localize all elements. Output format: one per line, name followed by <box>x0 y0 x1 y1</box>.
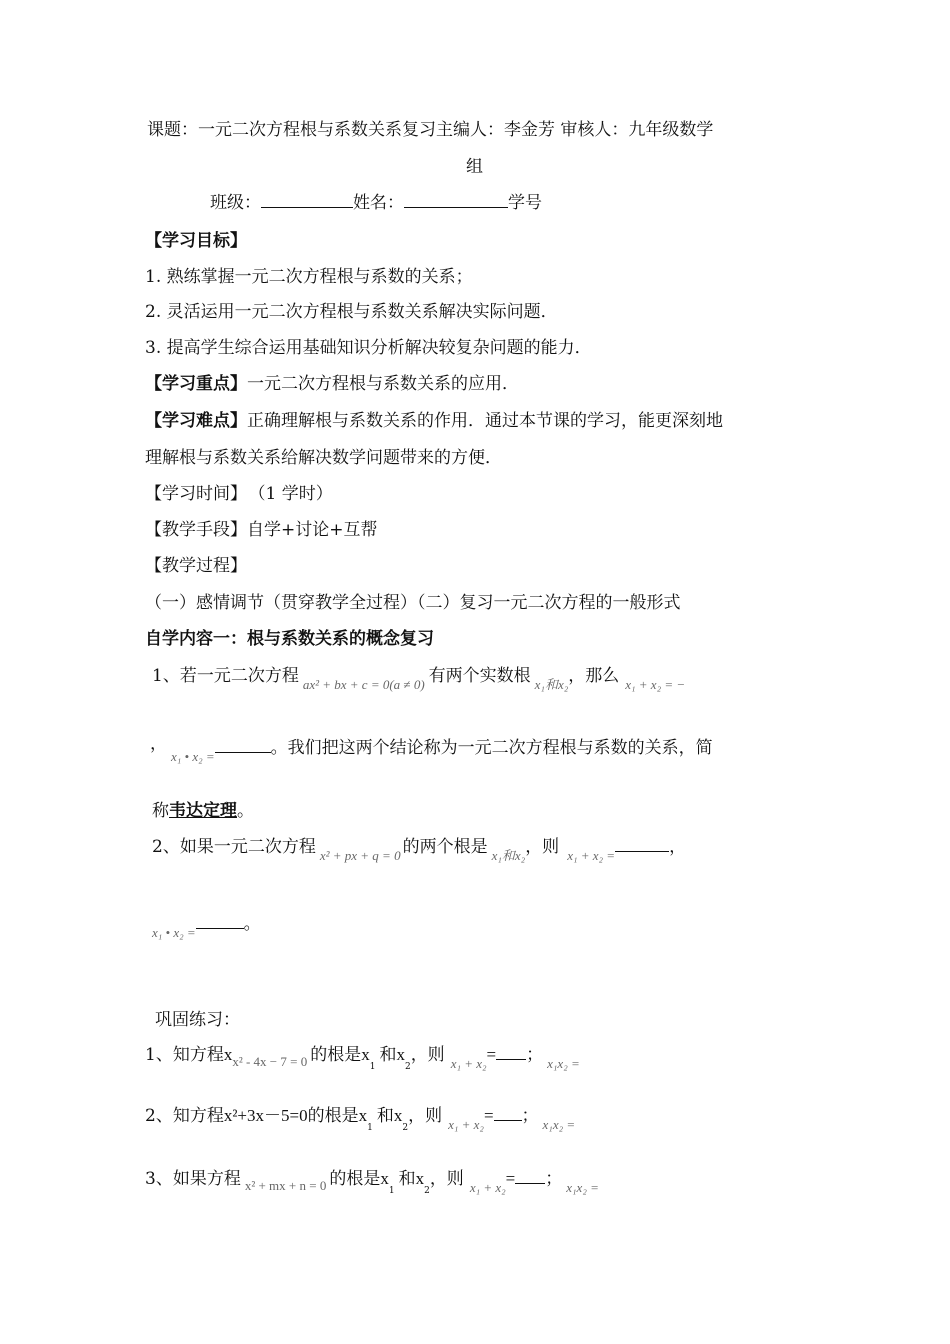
process-steps: （一）感情调节（贯穿教学全过程）（二）复习一元二次方程的一般形式 <box>145 593 681 613</box>
practice-2-semicolon: ； <box>521 1106 539 1126</box>
number-label: 学号 <box>508 193 542 213</box>
difficulty-row <box>145 409 723 433</box>
name-label: 姓名： <box>353 193 404 213</box>
practice-2-sum: x₁ + x₂ <box>448 1117 484 1132</box>
practice-item-3: 3、如果方程 $_{x^2 + mx + n = 0}$ 的根是$x_1$和$x_2$，则 $_{x_1 + x_2}$= ； $_{x_1x_2 =}$ <box>145 1169 599 1196</box>
q2-then: ，则 <box>525 837 560 857</box>
practice-item-2: 2、知方程x²+3x－5=0的根是$x_1$和$x_2$，则 $_{x_1 + x_2}$= ； $_{x_1x_2 =}$ <box>145 1106 576 1133</box>
q2-roots: x₁和x₂ <box>491 848 526 863</box>
practice-1-and: 和 <box>379 1045 397 1065</box>
practice-3-eq: = <box>505 1169 516 1188</box>
practice-1-semicolon: ； <box>526 1045 544 1065</box>
practice-2-equation: x²+3x－5=0 <box>223 1106 308 1125</box>
means-row <box>145 518 378 542</box>
difficulty-text: 正确理解根与系数关系的作用．通过本节课的学习，能更深刻地 <box>247 411 723 431</box>
name-blank <box>404 191 508 208</box>
practice-1-root-1: x <box>361 1045 370 1064</box>
q2-end: 。 <box>243 914 261 934</box>
practice-3-product: x₁x₂ = <box>566 1180 599 1195</box>
question-2-line-2 <box>152 912 261 940</box>
q2-prefix: 2、如果一元二次方程 <box>152 837 316 857</box>
practice-2-eq: = <box>483 1106 494 1125</box>
objectives-heading: 【学习目标】 <box>145 231 247 251</box>
time-label: 【学习时间】 <box>145 484 247 504</box>
practice-3-mid: 的根是 <box>329 1169 381 1189</box>
question-1-line-2 <box>150 734 713 764</box>
practice-2-prefix: 2、知方程 <box>145 1106 224 1126</box>
q1-mid: 有两个实数根 <box>428 666 531 686</box>
practice-3-prefix: 3、如果方程 <box>145 1169 241 1189</box>
practice-3-equation: x² + mx + n = 0 <box>244 1178 327 1193</box>
self-study-heading: 自学内容一：根与系数关系的概念复习 <box>145 629 434 649</box>
difficulty-text-continuation: 理解根与系数关系给解决数学问题带来的方便． <box>145 448 502 468</box>
practice-1-sum: x₁ + x₂ <box>450 1056 487 1071</box>
q1-product: x₁ • x₂ = <box>171 749 215 764</box>
q1-sum: x₁ + x₂ = − <box>625 677 686 692</box>
key-point-row <box>145 372 519 396</box>
q1-comma: ， <box>150 734 167 754</box>
practice-1-then: ，则 <box>410 1045 445 1065</box>
practice-1-mid: 的根是 <box>310 1045 362 1065</box>
practice-2-then: ，则 <box>408 1106 443 1126</box>
practice-heading: 巩固练习： <box>155 1010 240 1030</box>
practice-1-x: x <box>223 1045 233 1064</box>
practice-2-blank <box>494 1104 522 1121</box>
practice-3-root-2: x <box>415 1169 425 1188</box>
student-info-row <box>210 191 542 215</box>
practice-1-eq: = <box>486 1045 497 1064</box>
q2-mid: 的两个根是 <box>402 837 488 857</box>
q2-equation: x² + px + q = 0 <box>319 848 401 863</box>
practice-1-root-2: x <box>396 1045 405 1064</box>
practice-1-product: x₁x₂ = <box>547 1056 580 1071</box>
time-row <box>145 482 333 506</box>
time-text: （1 学时） <box>257 484 333 504</box>
page-title-continuation: 组 <box>466 157 483 177</box>
class-label: 班级： <box>210 193 261 213</box>
practice-3-root-1: x <box>380 1169 389 1188</box>
q1-product-blank <box>215 736 271 753</box>
objective-item: 3. 提高学生综合运用基础知识分析解决较复杂问题的能力． <box>145 338 592 358</box>
difficulty-label: 【学习难点】 <box>145 411 247 431</box>
key-point-label: 【学习重点】 <box>145 374 247 394</box>
q1-then: ，那么 <box>568 666 620 686</box>
q1-abbr-prefix: 称 <box>152 801 169 821</box>
practice-2-and: 和 <box>376 1106 394 1126</box>
practice-1-equation: x² - 4x − 7 = 0 <box>232 1054 308 1069</box>
practice-3-and: 和 <box>398 1169 416 1189</box>
objective-item: 2. 灵活运用一元二次方程根与系数关系解决实际问题． <box>145 302 558 322</box>
question-2-line <box>152 835 687 863</box>
means-label: 【教学手段】 <box>145 520 247 540</box>
objective-item: 1. 熟练掌握一元二次方程根与系数的关系； <box>145 267 473 287</box>
means-text: 自学+讨论+互帮 <box>247 520 378 540</box>
practice-3-semicolon: ； <box>545 1169 563 1189</box>
q1-abbr-suffix: 。 <box>237 801 254 821</box>
q2-product-blank <box>196 912 244 929</box>
practice-item-1: 1、知方程$x_{x^2 - 4x - 7 = 0}$ 的根是$x_1$和$x_2$，则 $_{x_1 + x_2}$= ； $_{x_1x_2 =}$ <box>145 1045 580 1072</box>
q2-comma: ， <box>669 837 687 857</box>
q1-conclusion: 。我们把这两个结论称为一元二次方程根与系数的关系，简 <box>270 738 713 758</box>
class-blank <box>261 191 353 208</box>
page-title: 课题：一元二次方程根与系数关系复习主编人：李金芳 审核人：九年级数学 <box>147 120 714 140</box>
vieta-theorem: 韦达定理 <box>169 801 237 821</box>
question-1-line <box>152 664 686 692</box>
practice-1-prefix: 1、知方程 <box>145 1045 224 1065</box>
practice-3-sum: x₁ + x₂ <box>469 1180 506 1195</box>
q1-roots: x₁和x₂ <box>534 677 569 692</box>
key-point-text: 一元二次方程根与系数关系的应用． <box>247 374 519 394</box>
q1-prefix: 1、若一元二次方程 <box>152 666 299 686</box>
practice-2-root-1: x <box>358 1106 368 1125</box>
practice-2-product: x₁x₂ = <box>542 1117 576 1132</box>
practice-2-mid: 的根是 <box>307 1106 359 1126</box>
process-label: 【教学过程】 <box>145 556 247 576</box>
q2-product: x₁ • x₂ = <box>152 925 196 940</box>
q2-sum: x₁ + x₂ = <box>567 848 616 863</box>
practice-2-root-2: x <box>393 1106 403 1125</box>
q1-equation: ax² + bx + c = 0(a ≠ 0) <box>302 677 425 692</box>
q2-sum-blank <box>615 835 669 852</box>
practice-1-blank <box>496 1043 526 1060</box>
question-1-line-3 <box>152 799 254 823</box>
practice-3-then: ，则 <box>429 1169 464 1189</box>
practice-3-blank <box>515 1167 545 1184</box>
